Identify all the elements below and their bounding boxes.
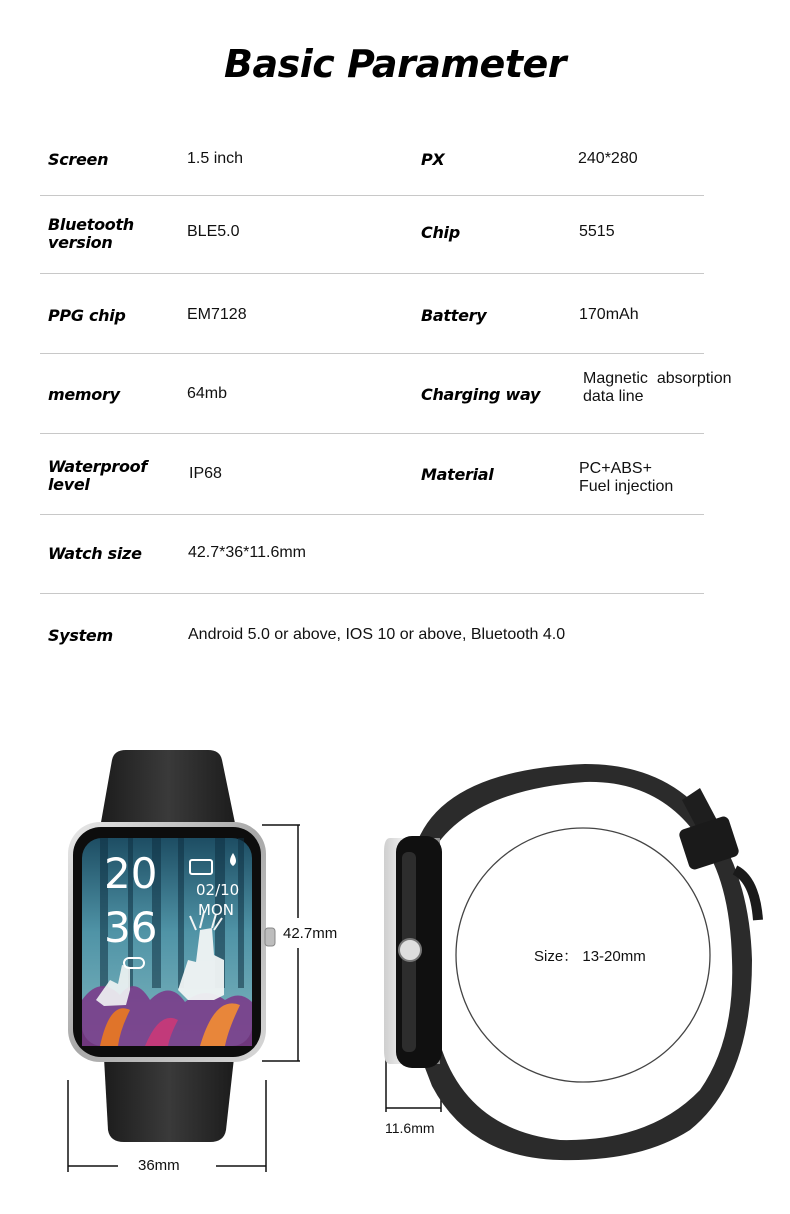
spec-value-chip: 5515 bbox=[579, 223, 615, 240]
dimension-thickness: 11.6mm bbox=[385, 1120, 435, 1136]
page-title: Basic Parameter bbox=[224, 42, 566, 86]
watch-hour: 20 bbox=[104, 849, 158, 898]
front-watch bbox=[68, 750, 275, 1142]
spec-label-material: Material bbox=[421, 465, 494, 484]
spec-label-charging: Charging way bbox=[421, 385, 541, 404]
spec-label-bluetooth-1: Bluetooth bbox=[48, 215, 134, 234]
spec-label-ppg: PPG chip bbox=[48, 306, 126, 325]
spec-label-chip: Chip bbox=[421, 223, 460, 242]
spec-label-screen: Screen bbox=[48, 150, 109, 169]
crown-button bbox=[265, 928, 275, 946]
spec-value-waterproof: IP68 bbox=[189, 465, 222, 482]
dimension-width: 36mm bbox=[138, 1157, 180, 1174]
watch-date: 02/10 bbox=[196, 881, 240, 899]
spec-value-battery: 170mAh bbox=[579, 306, 639, 323]
spec-value-material-1: PC+ABS+ bbox=[579, 460, 652, 477]
spec-value-material-2: Fuel injection bbox=[579, 478, 674, 495]
spec-label-system: System bbox=[48, 626, 113, 645]
spec-value-system: Android 5.0 or above, IOS 10 or above, Bluetooth 4.0 bbox=[188, 626, 566, 643]
top-band bbox=[100, 750, 236, 828]
watch-day: MON bbox=[198, 901, 234, 919]
spec-value-charging-2: data line bbox=[583, 388, 644, 405]
spec-value-px: 240*280 bbox=[578, 150, 638, 167]
spec-label-watch-size: Watch size bbox=[48, 544, 142, 563]
spec-value-memory: 64mb bbox=[187, 385, 228, 402]
spec-value-screen: 1.5 inch bbox=[187, 150, 244, 167]
spec-value-ppg: EM7128 bbox=[187, 306, 247, 323]
watch-minute: 36 bbox=[104, 903, 158, 952]
strap-size-label: Size： 13-20mm bbox=[534, 948, 646, 965]
side-button bbox=[399, 939, 421, 961]
spec-label-waterproof-2: level bbox=[48, 475, 90, 494]
spec-label-bluetooth-2: version bbox=[48, 233, 113, 252]
dimension-height: 42.7mm bbox=[283, 925, 338, 942]
spec-label-px: PX bbox=[421, 150, 445, 169]
spec-label-battery: Battery bbox=[421, 306, 487, 325]
spec-value-watch-size: 42.7*36*11.6mm bbox=[188, 544, 306, 561]
bottom-band bbox=[104, 1058, 234, 1142]
spec-label-memory: memory bbox=[48, 385, 120, 404]
spec-value-charging-1: Magnetic absorption bbox=[583, 370, 732, 387]
spec-label-waterproof-1: Waterproof bbox=[48, 457, 148, 476]
spec-value-bluetooth: BLE5.0 bbox=[187, 223, 240, 240]
